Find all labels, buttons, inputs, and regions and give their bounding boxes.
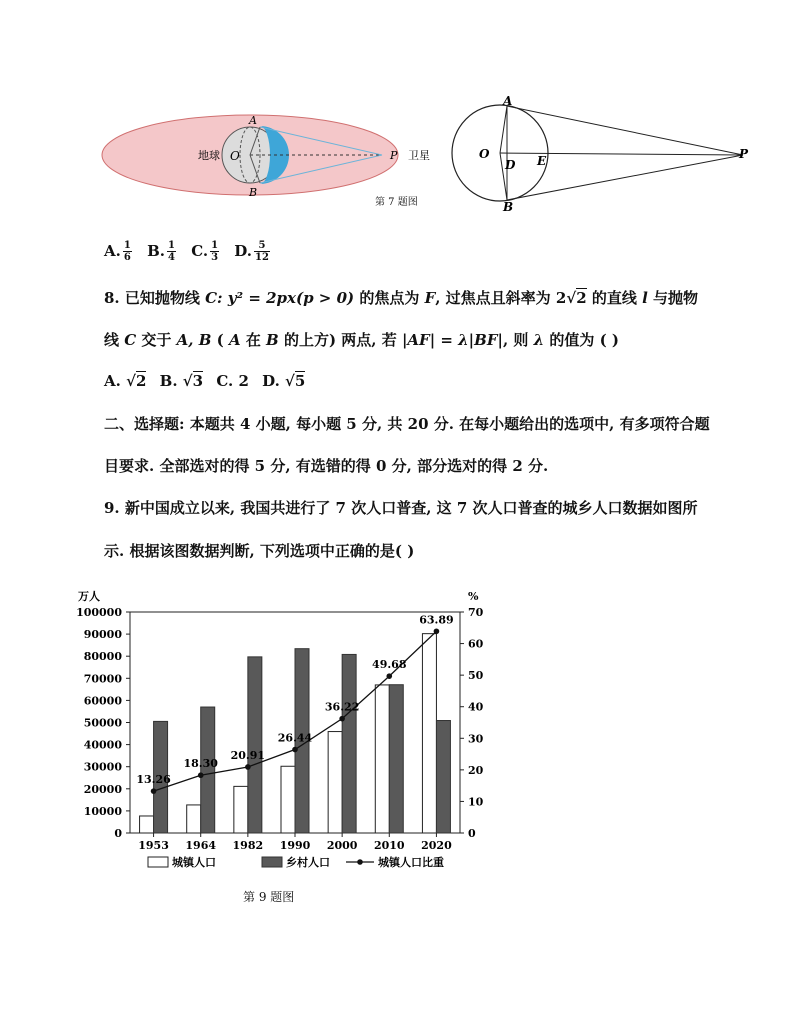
urban-bar xyxy=(328,732,342,833)
right-tick-label: 70 xyxy=(468,606,484,619)
x-tick-label: 1982 xyxy=(232,839,264,852)
fig7-caption: 第 7 题图 xyxy=(375,197,418,208)
urban-ratio-data-label: 63.89 xyxy=(419,613,454,627)
q7-options xyxy=(104,240,280,263)
urban-ratio-point xyxy=(151,788,157,794)
left-tick-label: 80000 xyxy=(83,650,122,664)
x-tick-label: 1964 xyxy=(185,839,217,852)
urban-bar xyxy=(281,766,295,833)
right-tick-label: 30 xyxy=(468,732,484,746)
left-tick-label: 20000 xyxy=(83,782,122,796)
urban-ratio-point xyxy=(386,673,392,679)
left-tick-label: 30000 xyxy=(83,760,122,774)
fig9-caption: 第 9 题图 xyxy=(243,890,295,904)
left-tick-label: 10000 xyxy=(83,804,122,818)
x-tick-label: 1953 xyxy=(138,839,169,852)
urban-ratio-data-label: 49.68 xyxy=(372,658,407,672)
rural-bar xyxy=(342,654,356,833)
urban-ratio-point xyxy=(339,716,345,722)
urban-bar xyxy=(375,685,389,833)
geo-point-d: D xyxy=(505,158,516,172)
geo-point-a: A xyxy=(503,95,513,108)
q7-option-c[interactable]: C. $\frac{1}{3}$ xyxy=(191,240,219,263)
right-tick-label: 40 xyxy=(468,700,484,714)
point-o-label: O xyxy=(230,149,240,163)
q8-option-c[interactable]: C. 2 xyxy=(216,372,249,390)
urban-ratio-data-label: 18.30 xyxy=(183,757,218,771)
q8-options xyxy=(104,372,313,390)
x-tick-label: 1990 xyxy=(279,839,311,852)
urban-ratio-data-label: 20.91 xyxy=(230,748,266,762)
rural-bar xyxy=(248,657,262,833)
legend-ratio-label: 城镇人口比重 xyxy=(378,856,444,869)
q7-option-b[interactable]: B. $\frac{1}{4}$ xyxy=(147,240,175,263)
q9-stem-line2: 示. 根据该图数据判断, 下列选项中正确的是( ) xyxy=(104,542,415,560)
point-b-label: B xyxy=(249,186,258,199)
x-tick-label: 2000 xyxy=(326,839,358,852)
q8-option-b[interactable]: B. √3 xyxy=(159,372,204,390)
population-chart xyxy=(60,580,500,880)
left-axis-unit: 万人 xyxy=(78,590,100,603)
geo-point-o: O xyxy=(479,147,490,161)
right-tick-label: 20 xyxy=(468,763,484,777)
q8-stem-line1: 8. 已知抛物线 C: y² = 2px(p > 0) 的焦点为 F, 过焦点且斜率为 2√2 的直线 l 与抛物 xyxy=(104,289,699,307)
q8-option-d[interactable]: D. √5 xyxy=(262,372,306,390)
urban-bar xyxy=(187,805,201,833)
geo-point-e: E xyxy=(537,154,547,168)
urban-ratio-data-label: 13.26 xyxy=(136,773,171,787)
q8-stem-line2: 线 C 交于 A, B ( A 在 B 的上方) 两点, 若 |AF| = λ|BF|, 则 λ 的值为 ( ) xyxy=(104,331,620,349)
earth-label: 地球 xyxy=(198,149,220,162)
rural-bar xyxy=(436,721,450,833)
urban-ratio-data-label: 26.44 xyxy=(277,731,313,745)
rural-bar xyxy=(389,685,403,833)
right-axis-unit: % xyxy=(468,590,479,603)
urban-bar xyxy=(234,786,248,833)
urban-ratio-data-label: 36.22 xyxy=(324,700,360,714)
left-tick-label: 90000 xyxy=(83,628,122,642)
legend-rural-label: 乡村人口 xyxy=(286,856,330,869)
satellite-label: 卫星 xyxy=(408,149,430,162)
q7-option-a[interactable]: A. $\frac{1}{6}$ xyxy=(104,240,131,263)
right-tick-label: 60 xyxy=(468,637,484,651)
section2-instructions-line1: 二、选择题: 本题共 4 小题, 每小题 5 分, 共 20 分. 在每小题给出的选项中, 有多项符合题 xyxy=(104,415,710,433)
left-tick-label: 50000 xyxy=(83,716,122,730)
left-tick-label: 100000 xyxy=(76,606,122,619)
urban-bar xyxy=(140,816,154,833)
section2-instructions-line2: 目要求. 全部选对的得 5 分, 有选错的得 0 分, 部分选对的得 2 分. xyxy=(104,457,549,475)
urban-ratio-point xyxy=(434,628,440,634)
urban-ratio-point xyxy=(245,764,251,770)
fig7-geometry-diagram xyxy=(445,95,765,215)
right-tick-label: 50 xyxy=(468,669,484,683)
geo-point-p: P xyxy=(739,147,749,161)
q9-stem-line1: 9. 新中国成立以来, 我国共进行了 7 次人口普查, 这 7 次人口普查的城乡人口数据如图所 xyxy=(104,499,698,517)
q8-option-a[interactable]: A. √2 xyxy=(104,372,147,390)
right-tick-label: 0 xyxy=(468,827,476,840)
urban-ratio-point xyxy=(292,747,298,753)
legend-ratio-marker xyxy=(357,859,363,865)
geo-point-b: B xyxy=(503,200,514,214)
urban-bar xyxy=(422,634,436,833)
point-a-label: A xyxy=(249,114,257,127)
legend-urban-label: 城镇人口 xyxy=(172,856,216,869)
legend-rural-swatch xyxy=(262,857,282,867)
legend-urban-swatch xyxy=(148,857,168,867)
point-p-label: P xyxy=(390,149,398,162)
left-tick-label: 0 xyxy=(114,827,122,840)
x-tick-label: 2020 xyxy=(421,839,452,852)
q7-option-d[interactable]: D. $\frac{5}{12}$ xyxy=(234,240,269,263)
left-tick-label: 60000 xyxy=(83,694,122,708)
left-tick-label: 40000 xyxy=(83,738,122,752)
right-tick-label: 10 xyxy=(468,795,484,809)
x-tick-label: 2010 xyxy=(373,839,405,852)
urban-ratio-point xyxy=(198,772,204,778)
left-tick-label: 70000 xyxy=(83,672,122,686)
